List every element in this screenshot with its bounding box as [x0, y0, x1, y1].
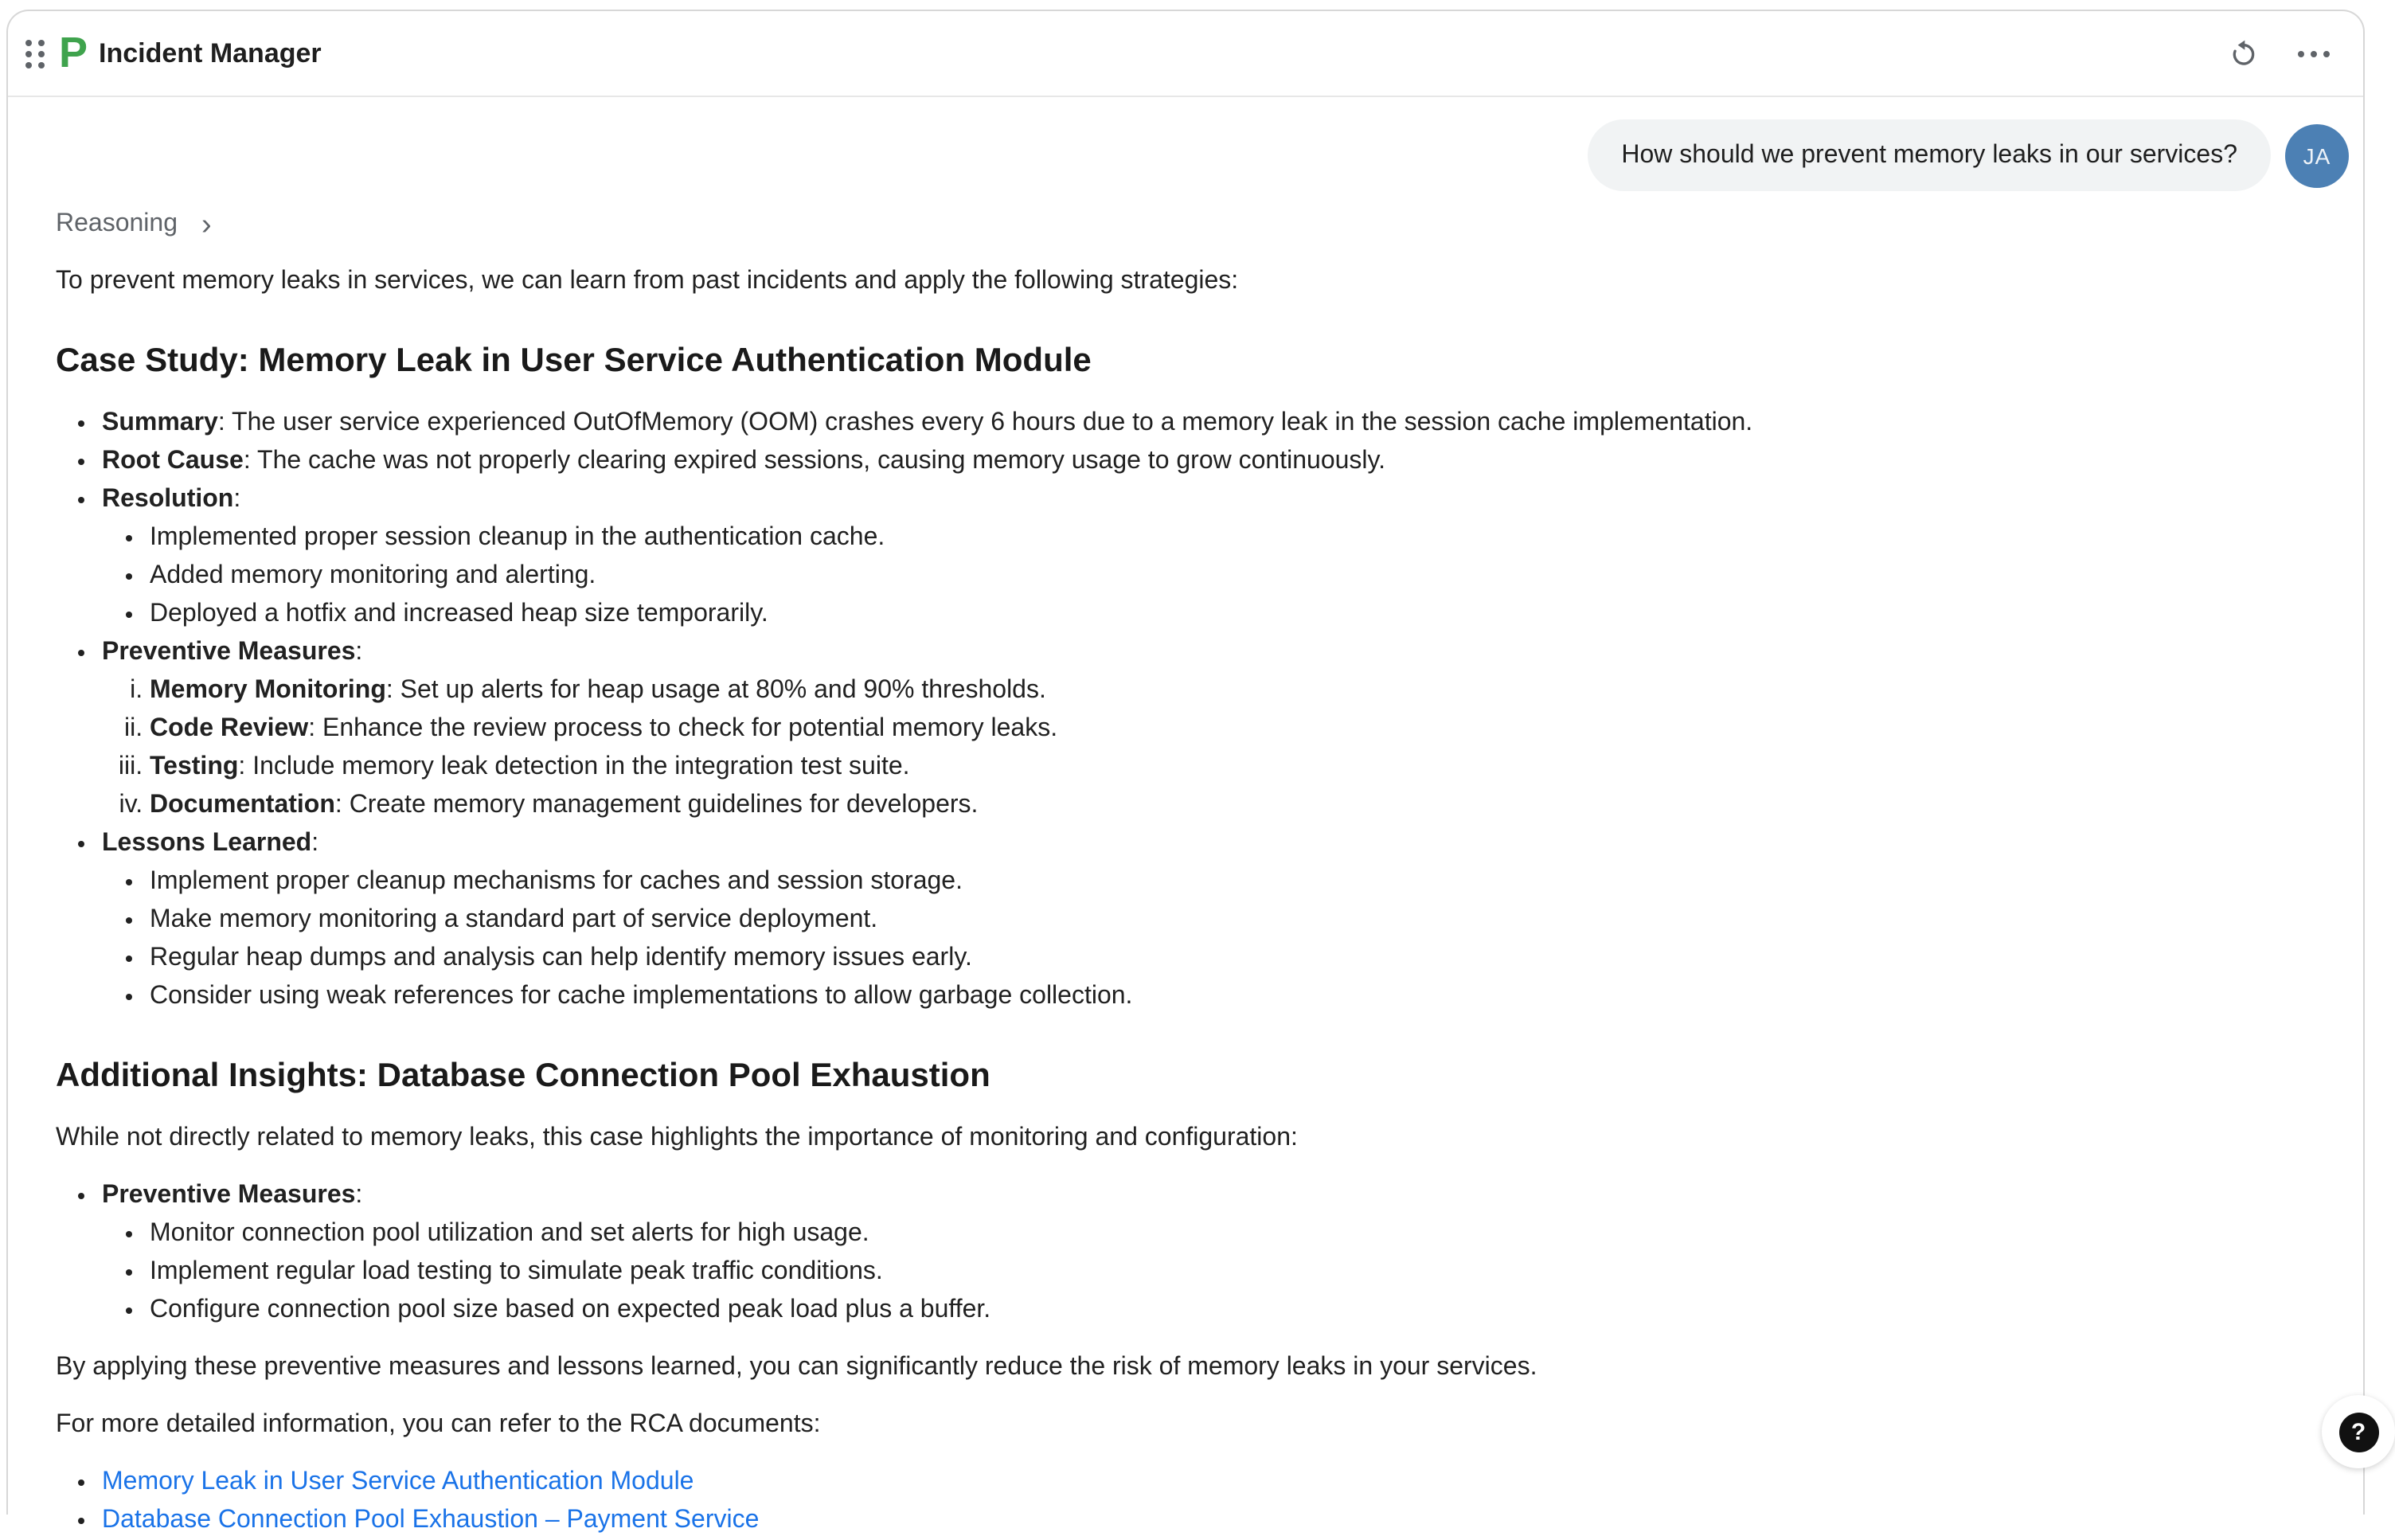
list-item: • Regular heap dumps and analysis can help identify memory issues early. [150, 940, 2299, 978]
list-item: • Monitor connection pool utilization and set alerts for high usage. [150, 1215, 2299, 1253]
list-item-insights-preventive: • Preventive Measures: • Monitor connection pool utilization and set alerts for high usage. • Implement regular load testing to simulate peak traffic conditions. • Configure connection pool size based on expected peak load plus a buffer. [102, 1177, 2299, 1330]
insights-intro-paragraph: While not directly related to memory leaks, this case highlights the importance of monitoring and configuration: [56, 1124, 1298, 1151]
resolution-sublist [102, 519, 2299, 634]
rca-link-db-pool[interactable]: Database Connection Pool Exhaustion – Payment Service [102, 1507, 760, 1534]
case-study-list [56, 405, 2299, 1016]
intro-paragraph: To prevent memory leaks in services, we can learn from past incidents and apply the following strategies: [56, 268, 1239, 295]
list-item: • Make memory monitoring a standard part of service deployment. [150, 901, 2299, 940]
window-title: Incident Manager [99, 37, 322, 68]
case-study-heading: Case Study: Memory Leak in User Service Authentication Module [56, 342, 1092, 379]
list-item [102, 1502, 2299, 1540]
window-header [8, 11, 2363, 97]
insights-heading: Additional Insights: Database Connection Pool Exhaustion [56, 1057, 990, 1094]
reasoning-toggle[interactable] [56, 205, 212, 244]
question-mark-icon: ? [2338, 1412, 2378, 1452]
ellipsis-icon [2298, 50, 2330, 57]
drag-handle-icon[interactable] [25, 39, 45, 68]
overflow-menu-button[interactable] [2290, 29, 2338, 77]
list-item: • Implement regular load testing to simulate peak traffic conditions. [150, 1253, 2299, 1292]
reasoning-label: Reasoning [56, 210, 178, 237]
user-message-bubble: How should we prevent memory leaks in our services? [1588, 119, 2271, 191]
reset-conversation-button[interactable] [2220, 29, 2268, 77]
list-item [102, 1464, 2299, 1502]
insights-list [56, 1177, 2299, 1330]
lessons-sublist [102, 863, 2299, 1016]
list-item-summary: • Summary: The user service experienced OutOfMemory (OOM) crashes every 6 hours due to a memory leak in the session cache implementation. [102, 405, 2299, 443]
list-item: ii. Code Review: Enhance the review process to check for potential memory leaks. [150, 710, 2299, 749]
list-item: • Deployed a hotfix and increased heap size temporarily. [150, 596, 2299, 634]
rca-link-memory-leak[interactable]: Memory Leak in User Service Authentication Module [102, 1468, 694, 1495]
list-item: iv. Documentation: Create memory management guidelines for developers. [150, 787, 2299, 825]
list-item-root-cause: • Root Cause: The cache was not properly clearing expired sessions, causing memory usage to grow continuously. [102, 443, 2299, 481]
preventive-measures-sublist [102, 672, 2299, 825]
list-item: • Implemented proper session cleanup in the authentication cache. [150, 519, 2299, 557]
app-logo: P [59, 29, 87, 76]
list-item: • Consider using weak references for cache implementations to allow garbage collection. [150, 978, 2299, 1016]
help-button[interactable] [2322, 1395, 2395, 1468]
list-item-resolution: • Resolution: • Implemented proper session cleanup in the authentication cache. • Added memory monitoring and alerting. • Deployed a hotfix and increased heap size temporarily. [102, 481, 2299, 634]
list-item: i. Memory Monitoring: Set up alerts for heap usage at 80% and 90% thresholds. [150, 672, 2299, 710]
user-avatar: JA [2285, 123, 2349, 187]
rca-links-list [56, 1464, 2299, 1540]
user-message-row [8, 119, 2349, 191]
assistant-response [8, 191, 2363, 1540]
list-item-preventive-measures: • Preventive Measures: i. Memory Monitoring: Set up alerts for heap usage at 80% and 90% thresholds. ii. Code Review: Enhance the review process to check for potential memory leaks. iii. Testing: Include memory leak detection in the integration test suite. iv. Documentation: Create memory management guidelines for developers. [102, 634, 2299, 825]
list-item: iii. Testing: Include memory leak detection in the integration test suite. [150, 749, 2299, 787]
list-item: • Added memory monitoring and alerting. [150, 557, 2299, 596]
rotate-ccw-icon [2228, 37, 2260, 69]
chevron-right-icon: › [201, 208, 212, 241]
insights-preventive-sublist [102, 1215, 2299, 1330]
list-item-lessons-learned: • Lessons Learned: • Implement proper cleanup mechanisms for caches and session storage. • Make memory monitoring a standard part of service deployment. • Regular heap dumps and analysis can help identify memory issues early. • Consider using weak references for cache implementations to allow garbage collection. [102, 825, 2299, 1016]
list-item: • Implement proper cleanup mechanisms for caches and session storage. [150, 863, 2299, 901]
list-item: • Configure connection pool size based on expected peak load plus a buffer. [150, 1292, 2299, 1330]
closing-paragraph: By applying these preventive measures and lessons learned, you can significantly reduce the risk of memory leaks in your services. [56, 1354, 1537, 1381]
refer-paragraph: For more detailed information, you can refer to the RCA documents: [56, 1411, 821, 1438]
incident-manager-window [6, 10, 2365, 1534]
